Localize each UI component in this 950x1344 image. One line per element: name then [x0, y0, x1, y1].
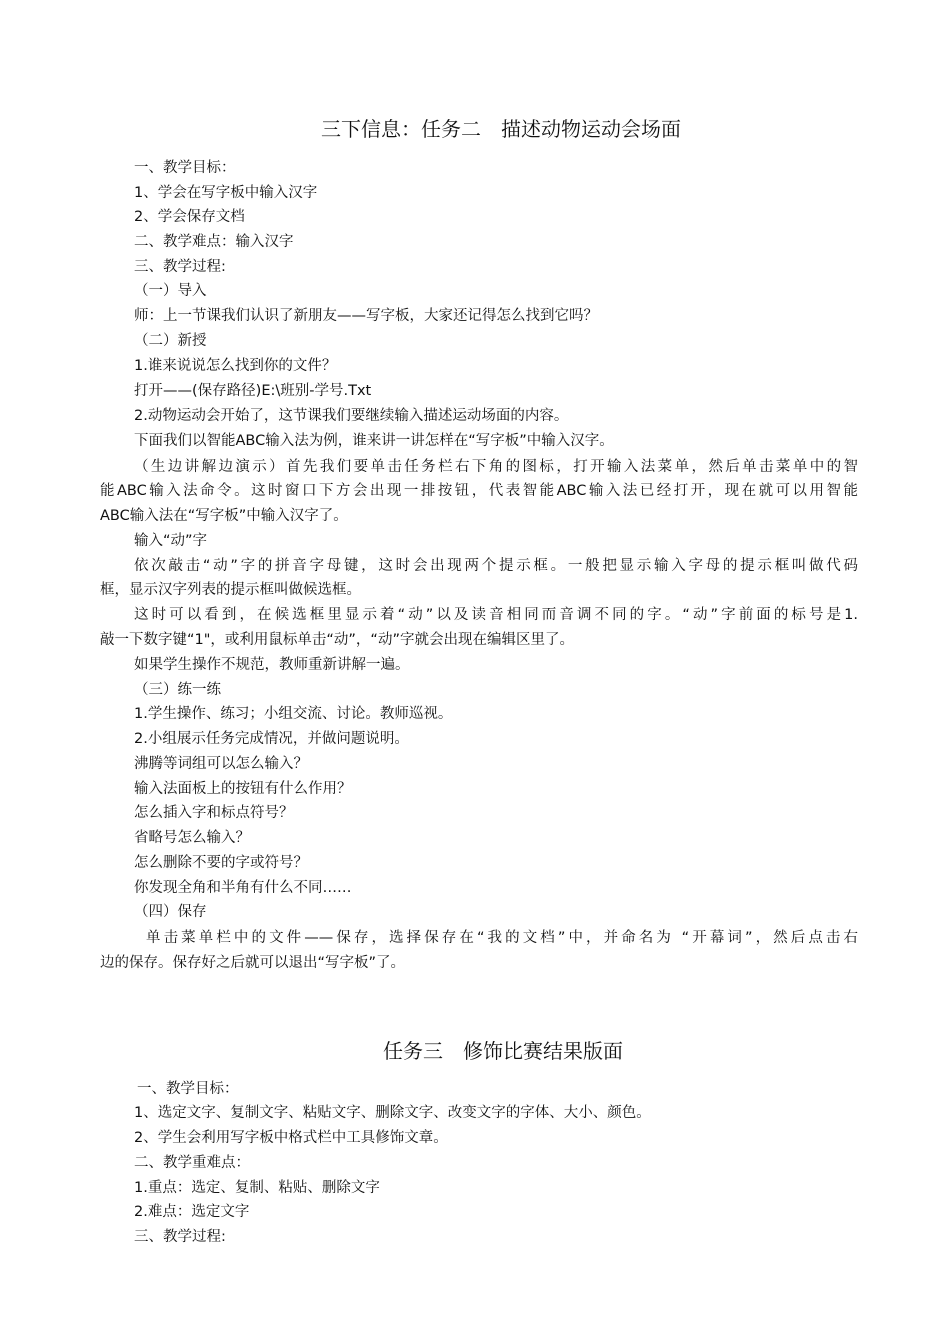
- body-line: 三、教学过程:: [134, 259, 226, 275]
- body-line: 打开——(保存路径)E:\班别-学号.Txt: [134, 383, 372, 399]
- body-line: 这时可以看到，在候选框里显示着“动”以及读音相同而音调不同的字。“动”字前面的标号是1.: [134, 607, 858, 623]
- body-line: 框，显示汉字列表的提示框叫做候选框。: [100, 582, 361, 598]
- body-line: 边的保存。保存好之后就可以退出“写字板”了。: [100, 955, 406, 971]
- body-line: 1、学会在写字板中输入汉字: [134, 185, 318, 201]
- body-line: 敲一下数字键“1"，或利用鼠标单击“动”，“动”字就会出现在编辑区里了。: [100, 632, 574, 648]
- section-2-title: 任务三 修饰比赛结果版面: [383, 1039, 623, 1063]
- body-line: 输入“动”字: [134, 533, 208, 549]
- body-line: 如果学生操作不规范，教师重新讲解一遍。: [134, 657, 410, 673]
- body-line: 2、学会保存文档: [134, 209, 245, 225]
- body-line: 师：上一节课我们认识了新朋友——写字板，大家还记得怎么找到它吗？: [134, 308, 598, 324]
- body-line: 能ABC输入法命令。这时窗口下方会出现一排按钮，代表智能ABC输入法已经打开，现在就可以用智能: [100, 483, 858, 499]
- body-line: 怎么插入字和标点符号？: [134, 805, 294, 821]
- body-line: （二）新授: [134, 333, 207, 349]
- body-line: 下面我们以智能ABC输入法为例，谁来讲一讲怎样在“写字板”中输入汉字。: [134, 433, 614, 449]
- body-line: 输入法面板上的按钮有什么作用？: [134, 781, 352, 797]
- body-line: 你发现全角和半角有什么不同……: [134, 880, 352, 896]
- body-line: （一）导入: [134, 283, 207, 299]
- body-line: 沸腾等词组可以怎么输入？: [134, 756, 308, 772]
- body-line: 省略号怎么输入？: [134, 830, 250, 846]
- body-line: ABC输入法在“写字板”中输入汉字了。: [100, 508, 348, 524]
- body-line: 1、选定文字、复制文字、粘贴文字、删除文字、改变文字的字体、大小、颜色。: [134, 1105, 651, 1121]
- body-line: （三）练一练: [134, 682, 221, 698]
- body-line: 三、教学过程:: [134, 1229, 226, 1245]
- body-line: 2.难点：选定文字: [134, 1204, 250, 1220]
- body-line: 二、教学难点：输入汉字: [134, 234, 294, 250]
- section-1-title: 三下信息：任务二 描述动物运动会场面: [321, 117, 681, 141]
- body-line: 一、教学目标：: [137, 1081, 239, 1097]
- body-line: 2、学生会利用写字板中格式栏中工具修饰文章。: [134, 1130, 448, 1146]
- body-line: 2.小组展示任务完成情况，并做问题说明。: [134, 731, 409, 747]
- body-line: 1.谁来说说怎么找到你的文件？: [134, 358, 337, 374]
- body-line: （生边讲解边演示）首先我们要单击任务栏右下角的图标，打开输入法菜单，然后单击菜单中的智: [134, 459, 858, 475]
- body-line: 怎么删除不要的字或符号？: [134, 855, 308, 871]
- body-line: 二、教学重难点：: [134, 1155, 250, 1171]
- body-line: （四）保存: [134, 904, 207, 920]
- body-line: 1.重点：选定、复制、粘贴、删除文字: [134, 1180, 380, 1196]
- body-line: 一、教学目标：: [134, 160, 236, 176]
- body-line: 1.学生操作、练习；小组交流、讨论。教师巡视。: [134, 706, 453, 722]
- body-line: 2.动物运动会开始了，这节课我们要继续输入描述运动场面的内容。: [134, 408, 569, 424]
- body-line: 依次敲击“动”字的拼音字母键，这时会出现两个提示框。一般把显示输入字母的提示框叫做代码: [134, 558, 858, 574]
- body-line: 单击菜单栏中的文件——保存，选择保存在“我的文档”中，并命名为 “开幕词”，然后点击右: [146, 930, 858, 946]
